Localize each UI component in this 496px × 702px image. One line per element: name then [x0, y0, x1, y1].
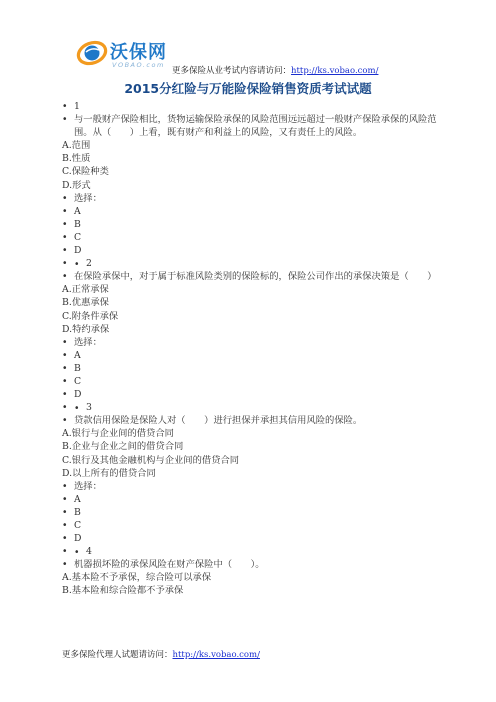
option: C.保险种类	[62, 166, 109, 178]
question-text: • 在保险承保中，对于属于标准风险类别的保险标的，保险公司作出的承保决策是（ ）	[62, 270, 442, 283]
header-note	[172, 64, 378, 76]
choice-b[interactable]: • B	[62, 218, 442, 231]
question-list	[62, 100, 442, 598]
choice-d[interactable]: • D	[62, 244, 442, 257]
question-number: • 4	[74, 546, 92, 557]
choice-d[interactable]: • D	[62, 532, 442, 545]
footer-text: 更多保险代理人试题请访问：	[62, 650, 173, 660]
vobao-logo[interactable]	[76, 36, 186, 76]
option: B.基本险和综合险都不予承保	[62, 585, 184, 597]
choice-a[interactable]: • A	[62, 349, 442, 362]
question-number: • 3	[74, 402, 92, 413]
question-number-row	[62, 545, 442, 558]
page-header	[62, 30, 442, 80]
question-text: • 机器损坏险的承保风险在财产保险中（ ）。	[62, 558, 442, 571]
choose-label: • 选择：	[62, 480, 442, 493]
question-number-row	[62, 257, 442, 270]
option: D.特约承保	[62, 323, 110, 335]
choice-c[interactable]: • C	[62, 231, 442, 244]
option: A.范围	[62, 140, 91, 152]
logo-swoosh-icon	[76, 36, 110, 70]
option: C.附条件承保	[62, 310, 119, 322]
option: A.基本险不予承保，综合险可以承保	[62, 572, 212, 584]
choice-c[interactable]: • C	[62, 519, 442, 532]
choice-c[interactable]: • C	[62, 375, 442, 388]
question-number-row	[62, 401, 442, 414]
question-text: • 与一般财产保险相比，货物运输保险承保的风险范围远远超过一般财产保险承保的风险范围。从（ ）上看，既有财产和利益上的风险，又有责任上的风险。	[62, 113, 442, 139]
option: D.形式	[62, 179, 91, 191]
choose-label: • 选择：	[62, 336, 442, 349]
footer-link[interactable]: http://ks.vobao.com/	[172, 650, 260, 660]
option: A.银行与企业间的借贷合同	[62, 428, 174, 440]
header-note-text: 更多保险从业考试内容请访问：	[172, 66, 292, 76]
choose-label: • 选择：	[62, 192, 442, 205]
choice-d[interactable]: • D	[62, 388, 442, 401]
page-title: 2015分红险与万能险保险销售资质考试试题	[124, 81, 372, 96]
choice-b[interactable]: • B	[62, 362, 442, 375]
logo-subtext: VOBAO.com	[112, 61, 165, 69]
question-text: • 贷款信用保险是保险人对（ ）进行担保并承担其信用风险的保险。	[62, 414, 442, 427]
option: B.性质	[62, 153, 91, 165]
choice-b[interactable]: • B	[62, 506, 442, 519]
option: A.正常承保	[62, 284, 109, 296]
option: B.企业与企业之间的借贷合同	[62, 441, 184, 453]
option: C.银行及其他金融机构与企业间的借贷合同	[62, 454, 240, 466]
question-number: • 2	[74, 258, 92, 269]
choice-a[interactable]: • A	[62, 205, 442, 218]
question-number: • 1	[62, 100, 442, 113]
header-link[interactable]: http://ks.vobao.com/	[291, 66, 379, 76]
logo-text: 沃保网	[110, 42, 167, 63]
option: D.以上所有的借贷合同	[62, 467, 156, 479]
page-footer	[62, 648, 260, 660]
option: B.优惠承保	[62, 297, 109, 309]
choice-a[interactable]: • A	[62, 493, 442, 506]
